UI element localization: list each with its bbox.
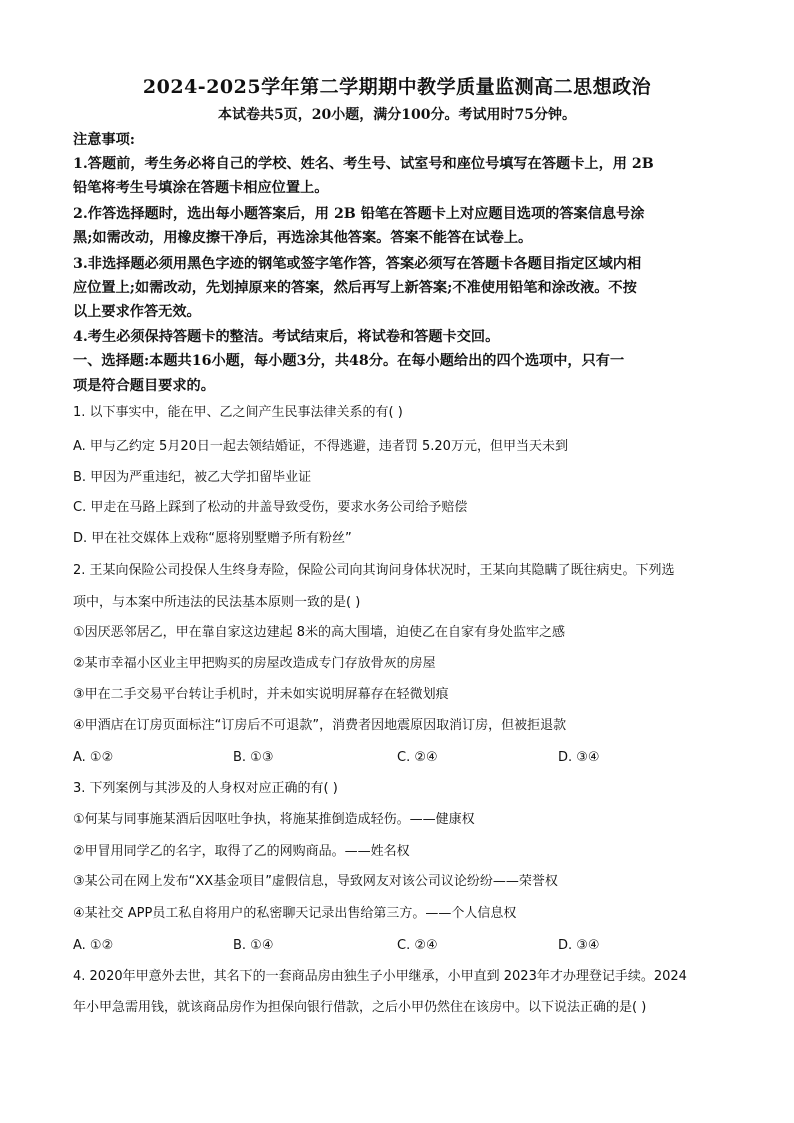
note-line: 铅笔将考生号填涂在答题卡相应位置上。 (73, 180, 329, 196)
question-2-stem: 项中，与本案中所违法的民法基本原则一致的是( ) (73, 595, 361, 610)
question-2-item: ③甲在二手交易平台转让手机时，并未如实说明屏幕存在轻微划痕 (73, 687, 449, 702)
question-1-option-d: D. 甲在社交媒体上戏称“愿将别墅赠予所有粉丝” (73, 531, 352, 546)
notes-heading: 注意事项: (73, 132, 135, 148)
question-1-stem: 1. 以下事实中，能在甲、乙之间产生民事法律关系的有( ) (73, 405, 403, 420)
question-3-choice-c: C. ②④ (397, 938, 438, 953)
question-3-item: ②甲冒用同学乙的名字，取得了乙的网购商品。——姓名权 (73, 844, 410, 859)
question-2-stem: 2. 王某向保险公司投保人生终身寿险，保险公司向其询问身体状况时，王某向其隐瞒了既往病史。下列选 (73, 563, 675, 578)
note-line: 3.非选择题必须用黑色字迹的钢笔或签字笔作答，答案必须写在答题卡各题目指定区域内相 (73, 256, 642, 272)
question-3-item: ③某公司在网上发布“XX基金项目”虚假信息，导致网友对该公司议论纷纷——荣誉权 (73, 874, 558, 889)
page-title: 2024-2025学年第二学期期中教学质量监测高二思想政治 (142, 76, 652, 98)
question-2-choice-c: C. ②④ (397, 750, 438, 765)
question-1-option-b: B. 甲因为严重违纪，被乙大学扣留毕业证 (73, 470, 312, 485)
question-2-item: ④甲酒店在订房页面标注“订房后不可退款”，消费者因地震原因取消订房，但被拒退款 (73, 718, 567, 733)
question-4-stem: 4. 2020年甲意外去世，其名下的一套商品房由独生子小甲继承，小甲直到 2023年才办理登记手续。2024 (73, 969, 687, 984)
note-line: 以上要求作答无效。 (73, 304, 201, 320)
section-heading: 项是符合题目要求的。 (73, 378, 215, 394)
question-2-item: ②某市幸福小区业主甲把购买的房屋改造成专门存放骨灰的房屋 (73, 656, 436, 671)
question-2-choice-a: A. ①② (73, 750, 114, 765)
question-3-item: ④某社交 APP员工私自将用户的私密聊天记录出售给第三方。——个人信息权 (73, 906, 517, 921)
note-line: 1.答题前，考生务必将自己的学校、姓名、考生号、试室号和座位号填写在答题卡上，用 2B (73, 156, 654, 172)
section-heading: 一、选择题:本题共16小题，每小题3分，共48分。在每小题给出的四个选项中，只有一 (73, 353, 625, 369)
note-line: 4.考生必须保持答题卡的整洁。考试结束后，将试卷和答题卡交回。 (73, 329, 500, 345)
question-2-choice-d: D. ③④ (558, 750, 600, 765)
question-2-choice-b: B. ①③ (233, 750, 274, 765)
question-3-choice-d: D. ③④ (558, 938, 600, 953)
question-2-item: ①因厌恶邻居乙，甲在靠自家这边建起 8米的高大围墙，迫使乙在自家有身处监牢之感 (73, 625, 566, 640)
question-4-stem: 年小甲急需用钱，就该商品房作为担保向银行借款，之后小甲仍然住在该房中。以下说法正确的是( ) (73, 1000, 647, 1015)
question-3-stem: 3. 下列案例与其涉及的人身权对应正确的有( ) (73, 781, 338, 796)
question-1-option-a: A. 甲与乙约定 5月20日一起去领结婚证，不得逃避，违者罚 5.20万元，但甲当天未到 (73, 439, 568, 454)
question-3-item: ①何某与同事施某酒后因呕吐争执，将施某推倒造成轻伤。——健康权 (73, 812, 475, 827)
question-3-choice-a: A. ①② (73, 938, 114, 953)
note-line: 黑;如需改动，用橡皮擦干净后，再选涂其他答案。答案不能答在试卷上。 (73, 230, 533, 246)
note-line: 2.作答选择题时，选出每小题答案后，用 2B 铅笔在答题卡上对应题目选项的答案信息号涂 (73, 206, 645, 222)
question-3-choice-b: B. ①④ (233, 938, 274, 953)
note-line: 应位置上;如需改动，先划掉原来的答案，然后再写上新答案;不准使用铅笔和涂改液。不按 (73, 280, 637, 296)
exam-info: 本试卷共5页，20小题，满分100分。考试用时75分钟。 (218, 107, 576, 123)
question-1-option-c: C. 甲走在马路上踩到了松动的井盖导致受伤，要求水务公司给予赔偿 (73, 500, 468, 515)
